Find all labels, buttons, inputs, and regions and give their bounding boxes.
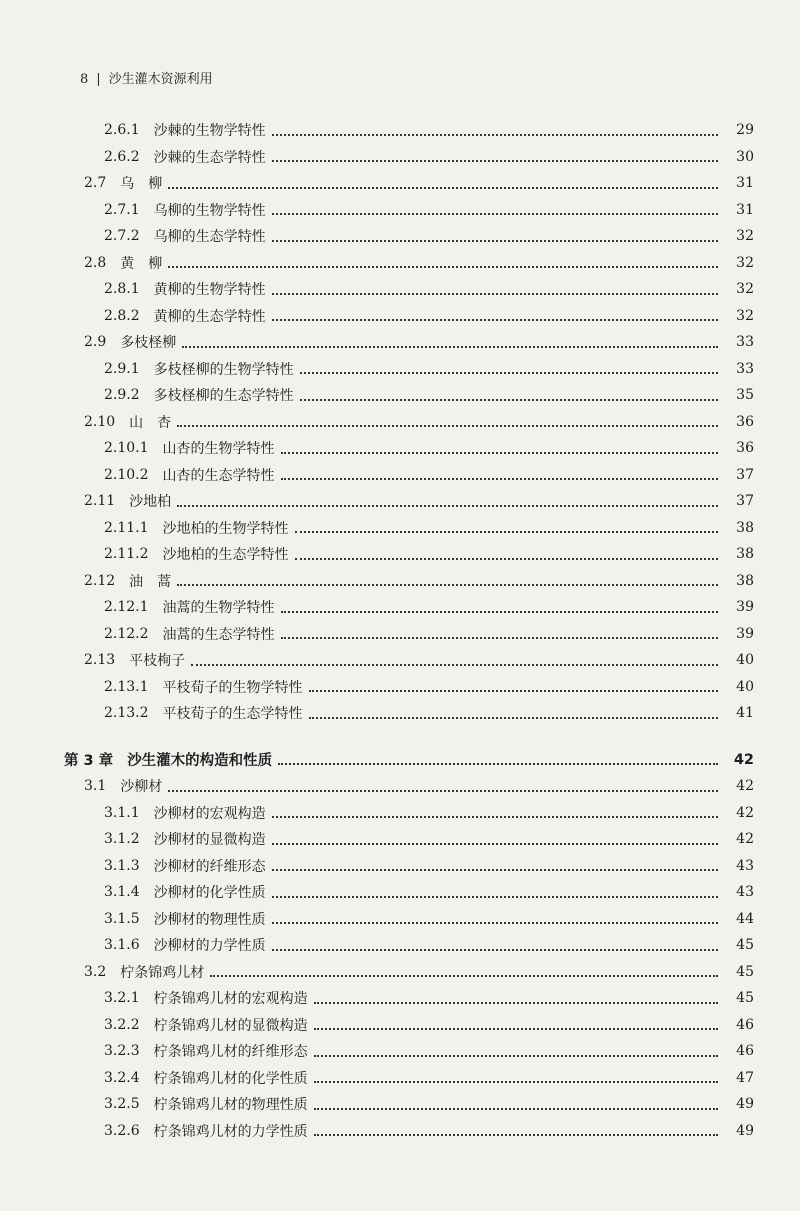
toc-subsection-entry xyxy=(0,1065,800,1092)
toc-subsection-entry xyxy=(0,853,800,880)
toc-entry-number: 3.1.3 xyxy=(104,857,140,874)
toc-entry-number: 2.10.2 xyxy=(104,466,149,483)
dot-leader xyxy=(168,789,718,792)
toc-entry-page: 41 xyxy=(736,705,754,722)
toc-entry-page: 38 xyxy=(736,572,754,589)
toc-entry-page: 45 xyxy=(736,963,754,980)
toc-subsection-entry xyxy=(0,515,800,542)
toc-entry-page: 32 xyxy=(736,254,754,271)
header-separator: | xyxy=(96,72,101,87)
toc-entry-number: 3.2.5 xyxy=(104,1096,140,1113)
dot-leader xyxy=(272,842,718,845)
toc-entry-title: 沙柳材的宏观构造 xyxy=(153,805,266,822)
toc-entry-page: 39 xyxy=(736,599,754,616)
toc-entry-page: 46 xyxy=(736,1016,754,1033)
dot-leader xyxy=(272,133,718,136)
chapter-gap xyxy=(0,727,800,747)
toc-entry-number: 2.10.1 xyxy=(104,440,149,457)
toc-subsection-entry xyxy=(0,932,800,959)
toc-subsection-entry xyxy=(0,303,800,330)
dot-leader xyxy=(309,689,718,692)
toc-subsection-entry xyxy=(0,674,800,701)
toc-entry-number: 2.12.1 xyxy=(104,599,149,616)
toc-entry-number: 3.1 xyxy=(84,778,107,795)
dot-leader xyxy=(314,1001,718,1004)
toc-entry-page: 42 xyxy=(736,778,754,795)
toc-entry-title: 平枝荀子的生物学特性 xyxy=(162,679,303,696)
toc-section-entry xyxy=(0,959,800,986)
toc-entry-title: 沙地柏的生态学特性 xyxy=(162,547,289,564)
dot-leader xyxy=(272,921,718,924)
toc-subsection-entry xyxy=(0,541,800,568)
toc-subsection-entry xyxy=(0,700,800,727)
toc-entry-number: 2.9 xyxy=(84,334,107,351)
toc-entry-title: 沙柳材的化学性质 xyxy=(153,885,266,902)
toc-subsection-entry xyxy=(0,276,800,303)
dot-leader xyxy=(300,371,718,374)
dot-leader xyxy=(177,583,718,586)
toc-entry-title: 沙柳材的物理性质 xyxy=(153,911,266,928)
toc-section-entry xyxy=(0,329,800,356)
toc-entry-page: 36 xyxy=(736,413,754,430)
toc-entry-page: 42 xyxy=(736,831,754,848)
toc-entry-page: 29 xyxy=(736,122,754,139)
toc-entry-title: 沙生灌木的构造和性质 xyxy=(127,753,273,770)
dot-leader xyxy=(295,557,718,560)
toc-entry-page: 42 xyxy=(733,751,754,768)
toc-entry-number: 2.13.2 xyxy=(104,705,149,722)
toc-entry-number: 2.9.1 xyxy=(104,360,140,377)
toc-entry-title: 油 蒿 xyxy=(129,573,172,590)
dot-leader xyxy=(300,398,718,401)
dot-leader xyxy=(309,716,718,719)
dot-leader xyxy=(272,948,718,951)
toc-entry-number: 3.2.4 xyxy=(104,1069,140,1086)
dot-leader xyxy=(272,895,718,898)
toc-entry-title: 沙柳材的显微构造 xyxy=(153,832,266,849)
toc-entry-number: 3.1.5 xyxy=(104,910,140,927)
dot-leader xyxy=(281,636,718,639)
toc-entry-title: 沙地柏的生物学特性 xyxy=(162,520,289,537)
toc-subsection-entry xyxy=(0,223,800,250)
toc-entry-title: 柠条锦鸡儿材 xyxy=(120,964,205,981)
toc-entry-number: 2.7 xyxy=(84,175,107,192)
dot-leader xyxy=(191,663,718,666)
toc-entry-number: 2.13 xyxy=(84,652,116,669)
toc-entry-page: 45 xyxy=(736,990,754,1007)
toc-entry-page: 42 xyxy=(736,804,754,821)
toc-entry-page: 43 xyxy=(736,857,754,874)
toc-entry-number: 3.2.1 xyxy=(104,990,140,1007)
dot-leader xyxy=(281,610,718,613)
table-of-contents xyxy=(0,117,800,1144)
toc-entry-title: 黄柳的生态学特性 xyxy=(153,308,266,325)
toc-subsection-entry xyxy=(0,826,800,853)
toc-entry-page: 32 xyxy=(736,307,754,324)
toc-entry-page: 45 xyxy=(736,937,754,954)
toc-entry-page: 40 xyxy=(736,678,754,695)
dot-leader xyxy=(168,265,718,268)
toc-entry-title: 沙棘的生态学特性 xyxy=(153,149,266,166)
toc-subsection-entry xyxy=(0,1091,800,1118)
toc-entry-page: 36 xyxy=(736,440,754,457)
toc-entry-number: 2.8 xyxy=(84,254,107,271)
toc-entry-page: 35 xyxy=(736,387,754,404)
toc-entry-title: 乌 柳 xyxy=(120,176,163,193)
toc-entry-page: 43 xyxy=(736,884,754,901)
toc-entry-title: 黄柳的生物学特性 xyxy=(153,282,266,299)
toc-entry-page: 33 xyxy=(736,334,754,351)
toc-entry-number: 3.2.2 xyxy=(104,1016,140,1033)
toc-entry-number: 2.10 xyxy=(84,413,116,430)
dot-leader xyxy=(182,345,718,348)
toc-subsection-entry xyxy=(0,117,800,144)
dot-leader xyxy=(314,1133,718,1136)
toc-entry-page: 38 xyxy=(736,519,754,536)
toc-entry-title: 沙棘的生物学特性 xyxy=(153,123,266,140)
running-header xyxy=(80,68,213,87)
toc-chapter-entry xyxy=(0,747,800,774)
toc-entry-title: 柠条锦鸡儿材的物理性质 xyxy=(153,1097,308,1114)
toc-entry-title: 柠条锦鸡儿材的宏观构造 xyxy=(153,991,308,1008)
toc-entry-title: 乌柳的生态学特性 xyxy=(153,229,266,246)
toc-subsection-entry xyxy=(0,985,800,1012)
toc-entry-title: 乌柳的生物学特性 xyxy=(153,202,266,219)
toc-section-entry xyxy=(0,568,800,595)
toc-entry-title: 黄 柳 xyxy=(120,255,163,272)
toc-entry-page: 32 xyxy=(736,228,754,245)
toc-entry-page: 31 xyxy=(736,201,754,218)
toc-subsection-entry xyxy=(0,621,800,648)
toc-subsection-entry xyxy=(0,800,800,827)
dot-leader xyxy=(272,239,718,242)
toc-entry-number: 3.1.2 xyxy=(104,831,140,848)
dot-leader xyxy=(272,815,718,818)
toc-entry-number: 3.1.6 xyxy=(104,937,140,954)
toc-entry-title: 平枝荀子的生态学特性 xyxy=(162,706,303,723)
toc-entry-title: 油蒿的生物学特性 xyxy=(162,600,275,617)
toc-entry-page: 31 xyxy=(736,175,754,192)
dot-leader xyxy=(314,1080,718,1083)
toc-entry-title: 沙柳材的纤维形态 xyxy=(153,858,266,875)
toc-entry-number: 第 3 章 xyxy=(64,753,114,770)
toc-subsection-entry xyxy=(0,462,800,489)
toc-entry-page: 37 xyxy=(736,493,754,510)
toc-entry-page: 38 xyxy=(736,546,754,563)
toc-entry-title: 沙柳材 xyxy=(120,779,163,796)
toc-entry-page: 46 xyxy=(736,1043,754,1060)
dot-leader xyxy=(278,762,718,765)
toc-entry-page: 33 xyxy=(736,360,754,377)
toc-entry-title: 沙柳材的力学性质 xyxy=(153,938,266,955)
toc-entry-page: 47 xyxy=(736,1069,754,1086)
toc-subsection-entry xyxy=(0,906,800,933)
toc-entry-title: 山杏的生态学特性 xyxy=(162,467,275,484)
toc-entry-title: 多枝柽柳的生态学特性 xyxy=(153,388,294,405)
dot-leader xyxy=(168,186,718,189)
dot-leader xyxy=(314,1027,718,1030)
dot-leader xyxy=(272,868,718,871)
header-book-title: 沙生灌木资源利用 xyxy=(108,72,213,87)
toc-entry-page: 39 xyxy=(736,625,754,642)
dot-leader xyxy=(295,530,718,533)
toc-subsection-entry xyxy=(0,382,800,409)
dot-leader xyxy=(272,212,718,215)
toc-entry-number: 2.11.1 xyxy=(104,519,149,536)
toc-entry-number: 2.6.2 xyxy=(104,148,140,165)
toc-entry-number: 2.11.2 xyxy=(104,546,149,563)
toc-entry-title: 平枝栒子 xyxy=(129,653,186,670)
toc-section-entry xyxy=(0,409,800,436)
header-page-number: 8 xyxy=(80,72,89,87)
toc-entry-number: 3.1.1 xyxy=(104,804,140,821)
toc-entry-number: 2.8.2 xyxy=(104,307,140,324)
toc-entry-title: 山杏的生物学特性 xyxy=(162,441,275,458)
toc-entry-page: 40 xyxy=(736,652,754,669)
toc-entry-title: 沙地柏 xyxy=(129,494,172,511)
toc-subsection-entry xyxy=(0,144,800,171)
toc-entry-title: 油蒿的生态学特性 xyxy=(162,626,275,643)
toc-section-entry xyxy=(0,250,800,277)
toc-entry-title: 多枝柽柳 xyxy=(120,335,177,352)
toc-subsection-entry xyxy=(0,356,800,383)
toc-subsection-entry xyxy=(0,1038,800,1065)
toc-section-entry xyxy=(0,170,800,197)
toc-entry-title: 柠条锦鸡儿材的力学性质 xyxy=(153,1123,308,1140)
dot-leader xyxy=(314,1054,718,1057)
toc-subsection-entry xyxy=(0,879,800,906)
toc-entry-number: 2.12 xyxy=(84,572,116,589)
toc-section-entry xyxy=(0,488,800,515)
dot-leader xyxy=(177,504,718,507)
dot-leader xyxy=(210,974,718,977)
dot-leader xyxy=(281,477,718,480)
toc-entry-number: 3.2 xyxy=(84,963,107,980)
toc-entry-number: 3.2.3 xyxy=(104,1043,140,1060)
toc-entry-number: 2.13.1 xyxy=(104,678,149,695)
toc-subsection-entry xyxy=(0,1118,800,1145)
toc-entry-title: 柠条锦鸡儿材的显微构造 xyxy=(153,1017,308,1034)
dot-leader xyxy=(177,424,718,427)
toc-entry-number: 2.8.1 xyxy=(104,281,140,298)
toc-entry-number: 2.11 xyxy=(84,493,116,510)
dot-leader xyxy=(314,1107,718,1110)
toc-subsection-entry xyxy=(0,197,800,224)
toc-entry-title: 柠条锦鸡儿材的化学性质 xyxy=(153,1070,308,1087)
toc-section-entry xyxy=(0,773,800,800)
dot-leader xyxy=(272,318,718,321)
toc-subsection-entry xyxy=(0,594,800,621)
toc-entry-page: 32 xyxy=(736,281,754,298)
dot-leader xyxy=(272,292,718,295)
toc-entry-number: 3.1.4 xyxy=(104,884,140,901)
toc-entry-number: 2.12.2 xyxy=(104,625,149,642)
toc-section-entry xyxy=(0,647,800,674)
toc-subsection-entry xyxy=(0,1012,800,1039)
toc-entry-number: 2.6.1 xyxy=(104,122,140,139)
toc-entry-page: 44 xyxy=(736,910,754,927)
toc-entry-title: 柠条锦鸡儿材的纤维形态 xyxy=(153,1044,308,1061)
toc-entry-number: 2.9.2 xyxy=(104,387,140,404)
toc-entry-number: 2.7.2 xyxy=(104,228,140,245)
toc-entry-page: 37 xyxy=(736,466,754,483)
toc-entry-number: 3.2.6 xyxy=(104,1122,140,1139)
toc-subsection-entry xyxy=(0,435,800,462)
toc-entry-page: 49 xyxy=(736,1096,754,1113)
toc-entry-page: 30 xyxy=(736,148,754,165)
toc-entry-title: 多枝柽柳的生物学特性 xyxy=(153,361,294,378)
dot-leader xyxy=(281,451,718,454)
dot-leader xyxy=(272,159,718,162)
toc-entry-number: 2.7.1 xyxy=(104,201,140,218)
toc-entry-page: 49 xyxy=(736,1122,754,1139)
toc-entry-title: 山 杏 xyxy=(129,414,172,431)
